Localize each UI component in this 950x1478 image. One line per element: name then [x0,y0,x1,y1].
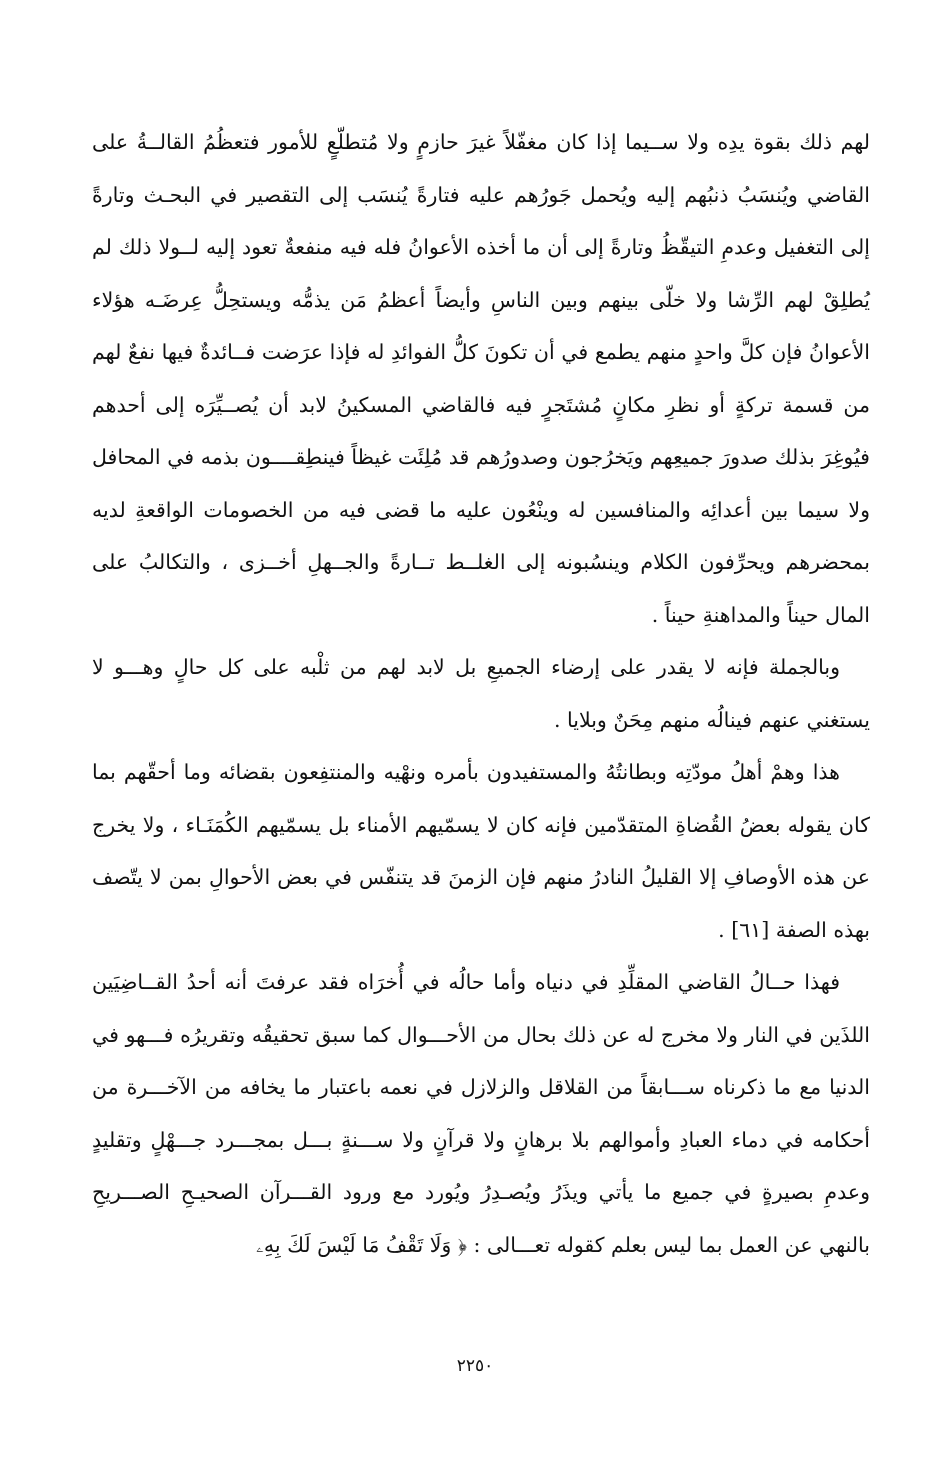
page-number: ٢٢٥٠ [456,1356,494,1376]
paragraph-4: فهذا حــالُ القاضي المقلِّدِ في دنياه وأما حالُه في أُخرَاه فقد عرفتَ أنه أحدُ القــاضِيَين اللذَين في النار ولا مخرج له عن ذلك بحال من الأحـــوال كما سبق تحقيقُه وتقريرُه فـــهو في الدنيا مع ما ذكرناه ســـابقاً من القلاقل والزلازل في نعمه باعتبار ما يخافه من الآخـــرة من أحكامه في دماء العبادِ وأموالهم بلا برهانٍ ولا قرآنٍ ولا ســـنةٍ بـــل بمجـــرد جـــهْلٍ وتقليدٍ وعدمِ بصيرةٍ في جميع ما يأتي ويذَرُ ويُصـدِرُ ويُورد مع ورود القـــرآن الصحيـحِ الصـــريحِ بالنهي عن العمل بما ليس بعلم كقوله تعـــالى : ﴿ وَلَا تَقْفُ مَا لَيْسَ لَكَ بِهِۦ [92,970,870,1257]
body-text [92,116,870,1271]
paragraph-3: هذا وهمْ أهلُ مودّتِه وبطانتُهُ والمستفيدون بأمره ونهْيه والمنتفِعون بقضائه وما أحقّهم بما كان يقوله بعضُ القُضاةِ المتقدّمين فإنه كان لا يسمّيهم الأمناء بل يسمّيهم الكُمَنَـاء ، ولا يخرج عن هذه الأوصافِ إلا القليلُ النادرُ منهم فإن الزمنَ قد يتنفّس في بعض الأحوالِ بمن لا يتّصف بهذه الصفة [٦١] . [92,760,870,942]
paragraph-1: لهم ذلك بقوة يدِه ولا ســيما إذا كان مغفّلاً غيرَ حازمٍ ولا مُتطلّعٍ للأمور فتعظُمُ القالــةُ على القاضي ويُنسَبُ ذنبُهم إليه ويُحمل جَورُهم عليه فتارةً يُنسَب إلى التقصير في البحـث وتارةً إلى التغفيل وعدمِ التيقّظُ وتارةً إلى أن ما أخذه الأعوانُ فله فيه منفعةٌ تعود إليه لــولا ذلك لم يُطلِقْ لهم الرِّشا ولا خلّى بينهم وبين الناسِ وأيضاً أعظمُ مَن يذمُّه ويستحِلُّ عِرضَـه هؤلاء الأعوانُ فإن كلَّ واحدٍ منهم يطمع في أن تكونَ كلُّ الفوائدِ له فإذا عرَضت فــائدةٌ فيها نفعٌ لهم من قسمة تركةٍ أو نظرِ مكانٍ مُشتَجرٍ فيه فالقاضي المسكينُ لابد أن يُصــيِّرَه إلى أحدهم فيُوغِرَ بذلك صدورَ جميعِهم ويَخرُجون وصدورُهم قد مُلِئَت غيظاً فينطِقــــون بذمه في المحافل ولا سيما بين أعدائِه والمنافسين له وينْعُون عليه ما قضى فيه من الخصومات الواقعةِ لديه بمحضرهم ويحرِّفون الكلام وينسُبونه إلى الغلــط تــارةً والجــهلِ أخــزى ، والتكالبُ على المال حيناً والمداهنةِ حيناً . [92,130,870,627]
paragraph-2: وبالجملة فإنه لا يقدر على إرضاء الجميعِ بل لابد لهم من ثلْبه على كل حالٍ وهـــو لا يستغني عنهم فينالُه منهم مِحَنٌ وبلايا . [92,655,870,732]
